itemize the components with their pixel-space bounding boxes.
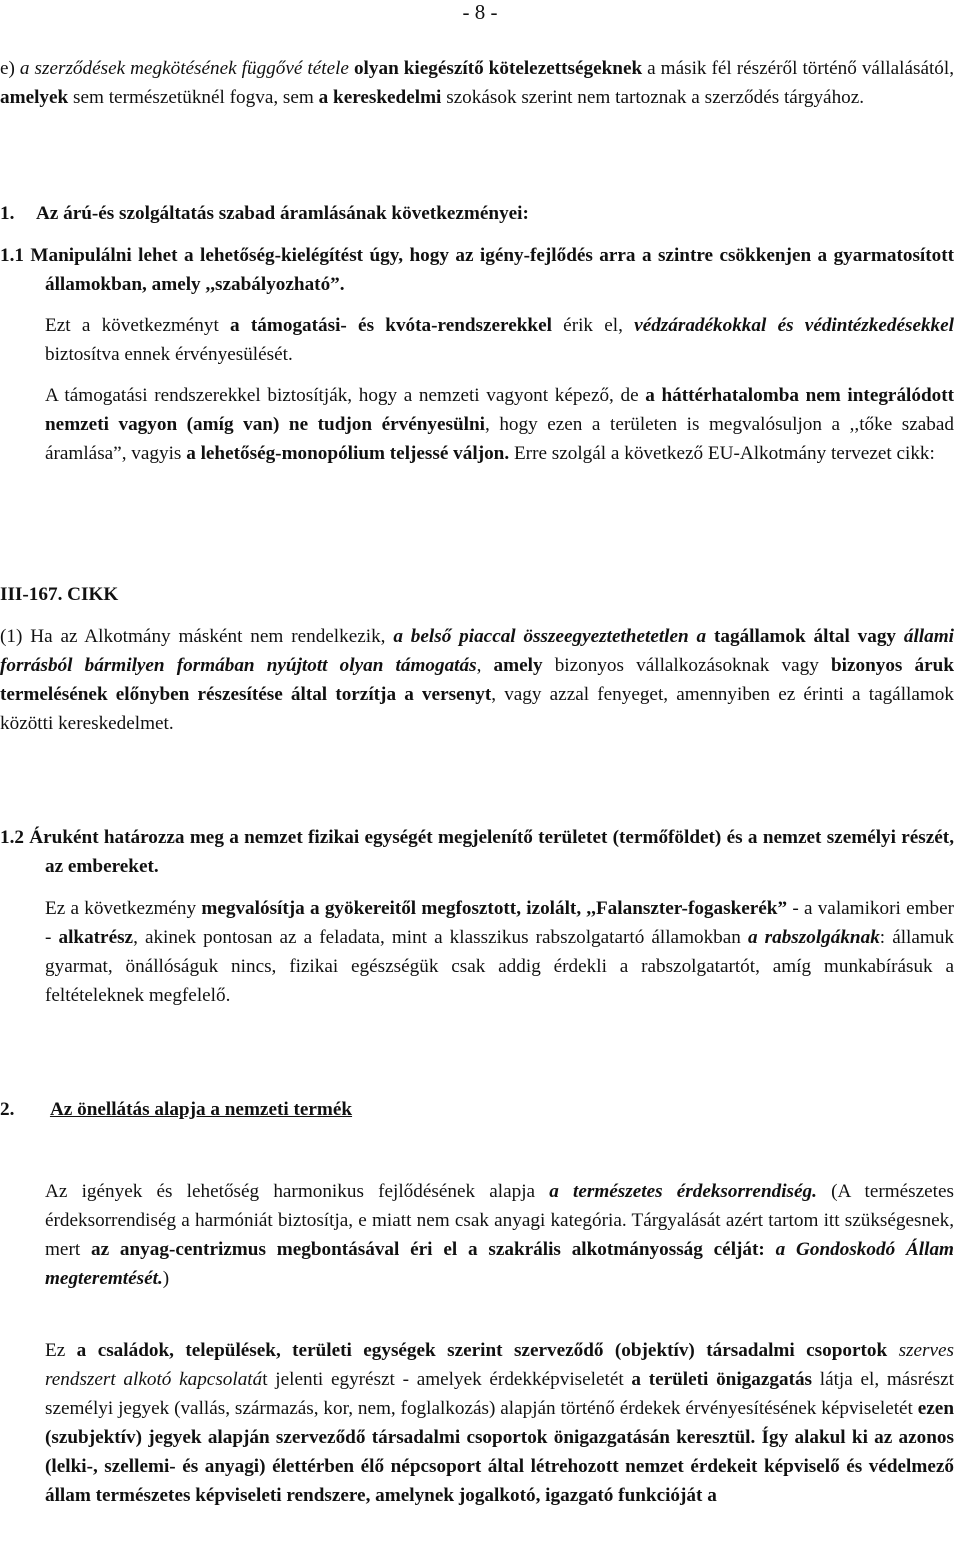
text-run: bizonyos vállalkozásoknak vagy [542,655,831,676]
text-run: , hogy ezen a területen is megvalósuljon a ,,tőke szabad áramlása”, vagyis [45,414,954,464]
text-run: állami forrásból bármilyen formában nyújtott olyan támogatás [0,626,954,676]
text-run: a családok, települések, területi egységek szerint szerveződő (objektív) társadalmi csoportok [76,1340,888,1361]
text-run: e) [0,58,20,79]
text-run: a kereskedelmi [318,87,442,108]
text-run: sem természetüknél fogva, sem [68,87,319,108]
section-2-heading [0,1095,954,1124]
text-run: - a valamikori ember - [45,898,955,948]
page-number: - 8 - [462,0,498,24]
text-run: 1.2 Áruként határozza meg a nemzet fizikai egységét megjelenítő területet (termőföldet) és a nemzet személyi részét, az embereket. [0,827,954,877]
text-run: tagállamok által vagy [706,626,904,647]
section-1-title: Az árú-és szolgáltatás szabad áramlásának következményei: [35,203,529,224]
text-run: (A természetes érdeksorrendiség a harmóniát biztosítja, e miatt nem csak anyagi kategória. Tárgyalását azért tartom itt szükségesnek, mert [45,1181,954,1260]
text-run: olyan kiegészítő kötelezettségeknek [348,58,643,79]
paragraph-e [0,54,954,112]
text-run: megvalósítja a gyökereitől megfosztott, izolált, ,,Falanszter-fogaskerék” [201,898,788,919]
section-2-title: Az önellátás alapja a nemzeti termék [49,1099,353,1120]
text-run: Ezt a következményt [45,315,231,336]
text-run: az anyag-centrizmus megbontásával éri el a szakrális alkotmányosság célját: [90,1239,776,1260]
paragraph-tamogatasi [45,381,954,468]
text-run: Ez [45,1340,77,1361]
paragraph-ez-a-kovetkezmeny [45,894,954,1010]
section-2-number: 2. [0,1099,15,1120]
text-run: védzáradékokkal és védintézkedésekkel [634,315,954,336]
text-run: : államuk gyarmat, önállóságuk nincs, fizikai egészségük csak addig érdekli a rabszolgatartót, amíg munkabírásuk a feltételeknek megfelelő. [45,927,955,1006]
text-run: ezen (szubjektív) jegyek alapján szerveződő társadalmi csoportok önigazgatásán keresztül. Így alakul ki az azonos (lelki-, szellemi- és anyagi) élettérben élő népcsoport által létrehozott nemzet érdekeit képviselő és védelmező állam természetes képviseleti rendszere, amelynek jogalkotó, igazgató funkcióját a [45,1398,954,1506]
text-run: a rabszolgáknak [747,927,880,948]
text-run: szokások szerint nem tartoznak a szerződés tárgyához. [441,87,865,108]
text-run: ) [162,1268,170,1289]
text-run: érik el, [551,315,635,336]
text-run: a szerződések megkötésének függővé tétele [19,58,349,79]
text-run: a támogatási- és kvóta-rendszerekkel [230,315,552,336]
text-run: 1.1 Manipulálni lehet a lehetőség-kielégítést úgy, hogy az igény-fejlődés arra a szintre csökkenjen a gyarmatosított államokban, amely ,,szabályozható”. [0,245,954,295]
text-run: biztosítva ennek érvényesülését. [45,344,293,365]
text-run: Ez a következmény [45,898,202,919]
paragraph-1-1 [0,241,954,299]
text-run: a másik fél részéről történő vállalásától, [642,58,955,79]
text-run: (1) Ha az Alkotmány másként nem rendelkezik, [0,626,394,647]
text-run: a belső piaccal összeegyeztethetetlen a [393,626,707,647]
text-run: amely [493,655,543,676]
text-run: a háttérhatalomba nem integrálódott nemzeti vagyon (amíg van) ne tudjon érvényesülni [45,385,955,435]
article-title: III-167. CIKK [0,584,119,605]
text-run: , [476,655,494,676]
text-run: Az igények és lehetőség harmonikus fejlődésének alapja [45,1181,550,1202]
paragraph-article [0,622,954,738]
text-run: látja el, másrészt személyi jegyek (vallás, származás, kor, nem, foglalkozás) alapján történő érdekek érvényesítésének képviseletét [45,1369,954,1419]
text-run: , vagy azzal fenyeget, amennyiben ez érinti a tagállamok közötti kereskedelmet. [0,684,954,734]
section-1-number: 1. [0,203,15,224]
text-run: , akinek pontosan az a feladata, mint a klasszikus rabszolgatartó államokban [133,927,748,948]
section-1-heading [0,199,954,228]
text-run: szerves rendszert alkotó kapcsolatá [45,1340,954,1390]
text-run: a területi önigazgatás [631,1369,813,1390]
text-run: bizonyos áruk termelésének előnyben részesítése által torzítja a versenyt [0,655,954,705]
paragraph-igenyek [45,1177,954,1293]
paragraph-ezt [45,311,954,369]
text-run: t jelenti egyrészt - amelyek érdekképviseletét [262,1369,632,1390]
text-run: Erre szolgál a következő EU-Alkotmány tervezet cikk: [509,443,935,464]
text-run: amelyek [0,87,69,108]
text-run: a lehetőség-monopólium teljessé váljon. [186,443,510,464]
paragraph-csaladok [45,1336,954,1510]
paragraph-1-2 [0,823,954,881]
text-run: a Gondoskodó Állam megteremtését. [45,1239,954,1289]
text-run: a természetes érdeksorrendiség. [549,1181,817,1202]
text-run: alkatrész [58,927,134,948]
text-run [887,1340,898,1361]
text-run: A támogatási rendszerekkel biztosítják, hogy a nemzeti vagyont képező, de [45,385,646,406]
